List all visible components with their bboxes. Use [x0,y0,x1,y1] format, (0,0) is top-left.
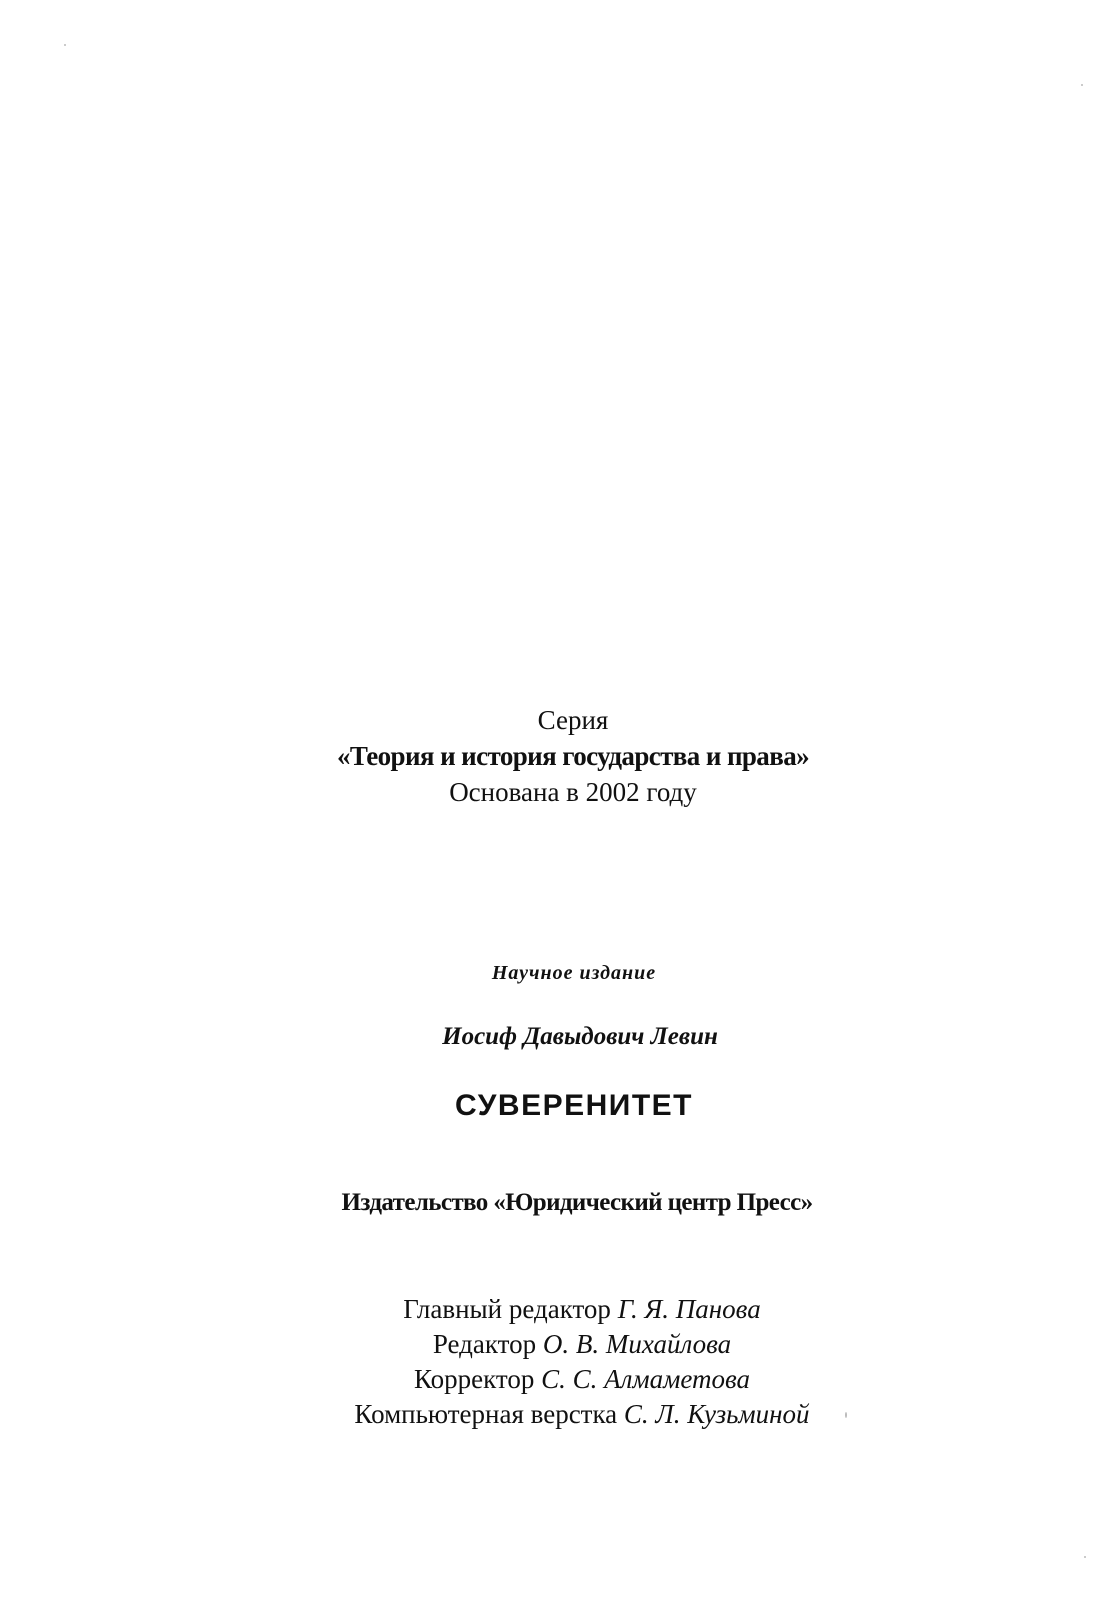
credit-line-editor [22,1327,1120,1362]
series-block [13,702,1120,810]
book-title: СУВЕРЕНИТЕТ [454,1089,693,1122]
author-name: Иосиф Давыдович Левин [442,1023,718,1050]
scan-speck [1081,84,1083,86]
credit-role: Главный редактор [403,1294,611,1324]
credit-role: Компьютерная верстка [354,1399,618,1429]
credit-line-proofreader [22,1362,1120,1397]
credit-role: Редактор [432,1329,537,1359]
credit-person: О. В. Михайлова [542,1329,732,1359]
series-name: «Теория и история государства и права» [336,741,809,771]
credit-line-chief-editor [22,1292,1120,1327]
scan-speck [845,1412,847,1418]
scan-speck [1084,1556,1086,1558]
credit-role: Корректор [413,1364,535,1394]
publisher-name: Издательство «Юридический центр Пресс» [341,1189,813,1216]
credit-line-layout [22,1397,1120,1432]
credit-person: Г. Я. Панова [617,1294,761,1324]
edition-type: Научное издание [491,962,657,984]
series-label: Серия [537,705,609,735]
credits-block [22,1292,1120,1432]
credit-person: С. Л. Кузьминой [623,1399,810,1429]
credit-person: С. С. Алмаметова [541,1364,751,1394]
series-founded: Основана в 2002 году [449,777,697,807]
scan-speck [64,44,66,46]
